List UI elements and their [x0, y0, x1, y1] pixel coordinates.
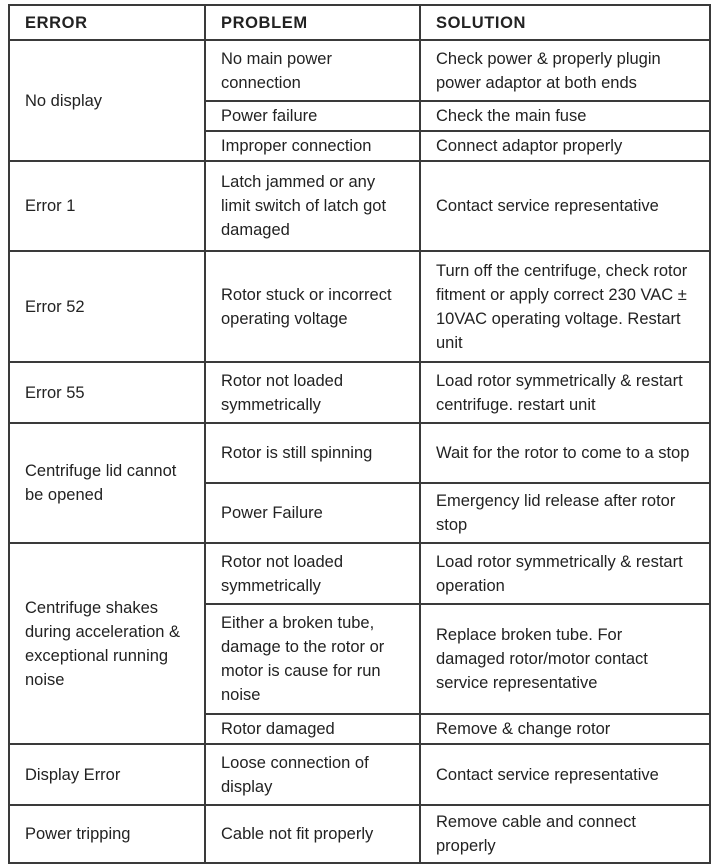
- problem-cell: Rotor not loaded symmetrically: [205, 362, 420, 423]
- table-row: [9, 251, 710, 362]
- problem-cell: Either a broken tube, damage to the rotor or motor is cause for run noise: [205, 604, 420, 714]
- solution-cell: Connect adaptor properly: [420, 131, 710, 161]
- problem-cell: Power Failure: [205, 483, 420, 543]
- problem-cell: Cable not fit properly: [205, 805, 420, 863]
- table-row: [9, 423, 710, 483]
- problem-cell: Rotor is still spinning: [205, 423, 420, 483]
- solution-cell: Contact service representative: [420, 744, 710, 805]
- problem-cell: Power failure: [205, 101, 420, 131]
- header-error: ERROR: [9, 5, 205, 40]
- error-cell: Display Error: [9, 744, 205, 805]
- error-cell: Error 1: [9, 161, 205, 251]
- table-row: [9, 805, 710, 863]
- solution-cell: Remove cable and connect properly: [420, 805, 710, 863]
- error-cell: Error 55: [9, 362, 205, 423]
- error-cell: No display: [9, 40, 205, 161]
- problem-cell: Loose connection of display: [205, 744, 420, 805]
- solution-cell: Emergency lid release after rotor stop: [420, 483, 710, 543]
- header-problem: PROBLEM: [205, 5, 420, 40]
- header-solution: SOLUTION: [420, 5, 710, 40]
- error-cell: Error 52: [9, 251, 205, 362]
- problem-cell: Improper connection: [205, 131, 420, 161]
- solution-cell: Load rotor symmetrically & restart operation: [420, 543, 710, 604]
- table-row: [9, 362, 710, 423]
- header-row: [9, 5, 710, 40]
- table-row: [9, 40, 710, 101]
- error-cell: Centrifuge shakes during acceleration & exceptional running noise: [9, 543, 205, 744]
- problem-cell: Rotor damaged: [205, 714, 420, 744]
- solution-cell: Turn off the centrifuge, check rotor fitment or apply correct 230 VAC ± 10VAC operating voltage. Restart unit: [420, 251, 710, 362]
- problem-cell: Rotor stuck or incorrect operating voltage: [205, 251, 420, 362]
- solution-cell: Check power & properly plugin power adaptor at both ends: [420, 40, 710, 101]
- table-row: [9, 543, 710, 604]
- error-cell: Power tripping: [9, 805, 205, 863]
- troubleshooting-table: [8, 4, 711, 864]
- solution-cell: Wait for the rotor to come to a stop: [420, 423, 710, 483]
- problem-cell: Rotor not loaded symmetrically: [205, 543, 420, 604]
- problem-cell: Latch jammed or any limit switch of latch got damaged: [205, 161, 420, 251]
- solution-cell: Contact service representative: [420, 161, 710, 251]
- error-cell: Centrifuge lid cannot be opened: [9, 423, 205, 543]
- solution-cell: Remove & change rotor: [420, 714, 710, 744]
- solution-cell: Check the main fuse: [420, 101, 710, 131]
- solution-cell: Load rotor symmetrically & restart centrifuge. restart unit: [420, 362, 710, 423]
- problem-cell: No main power connection: [205, 40, 420, 101]
- table-row: [9, 744, 710, 805]
- table-row: [9, 161, 710, 251]
- solution-cell: Replace broken tube. For damaged rotor/motor contact service representative: [420, 604, 710, 714]
